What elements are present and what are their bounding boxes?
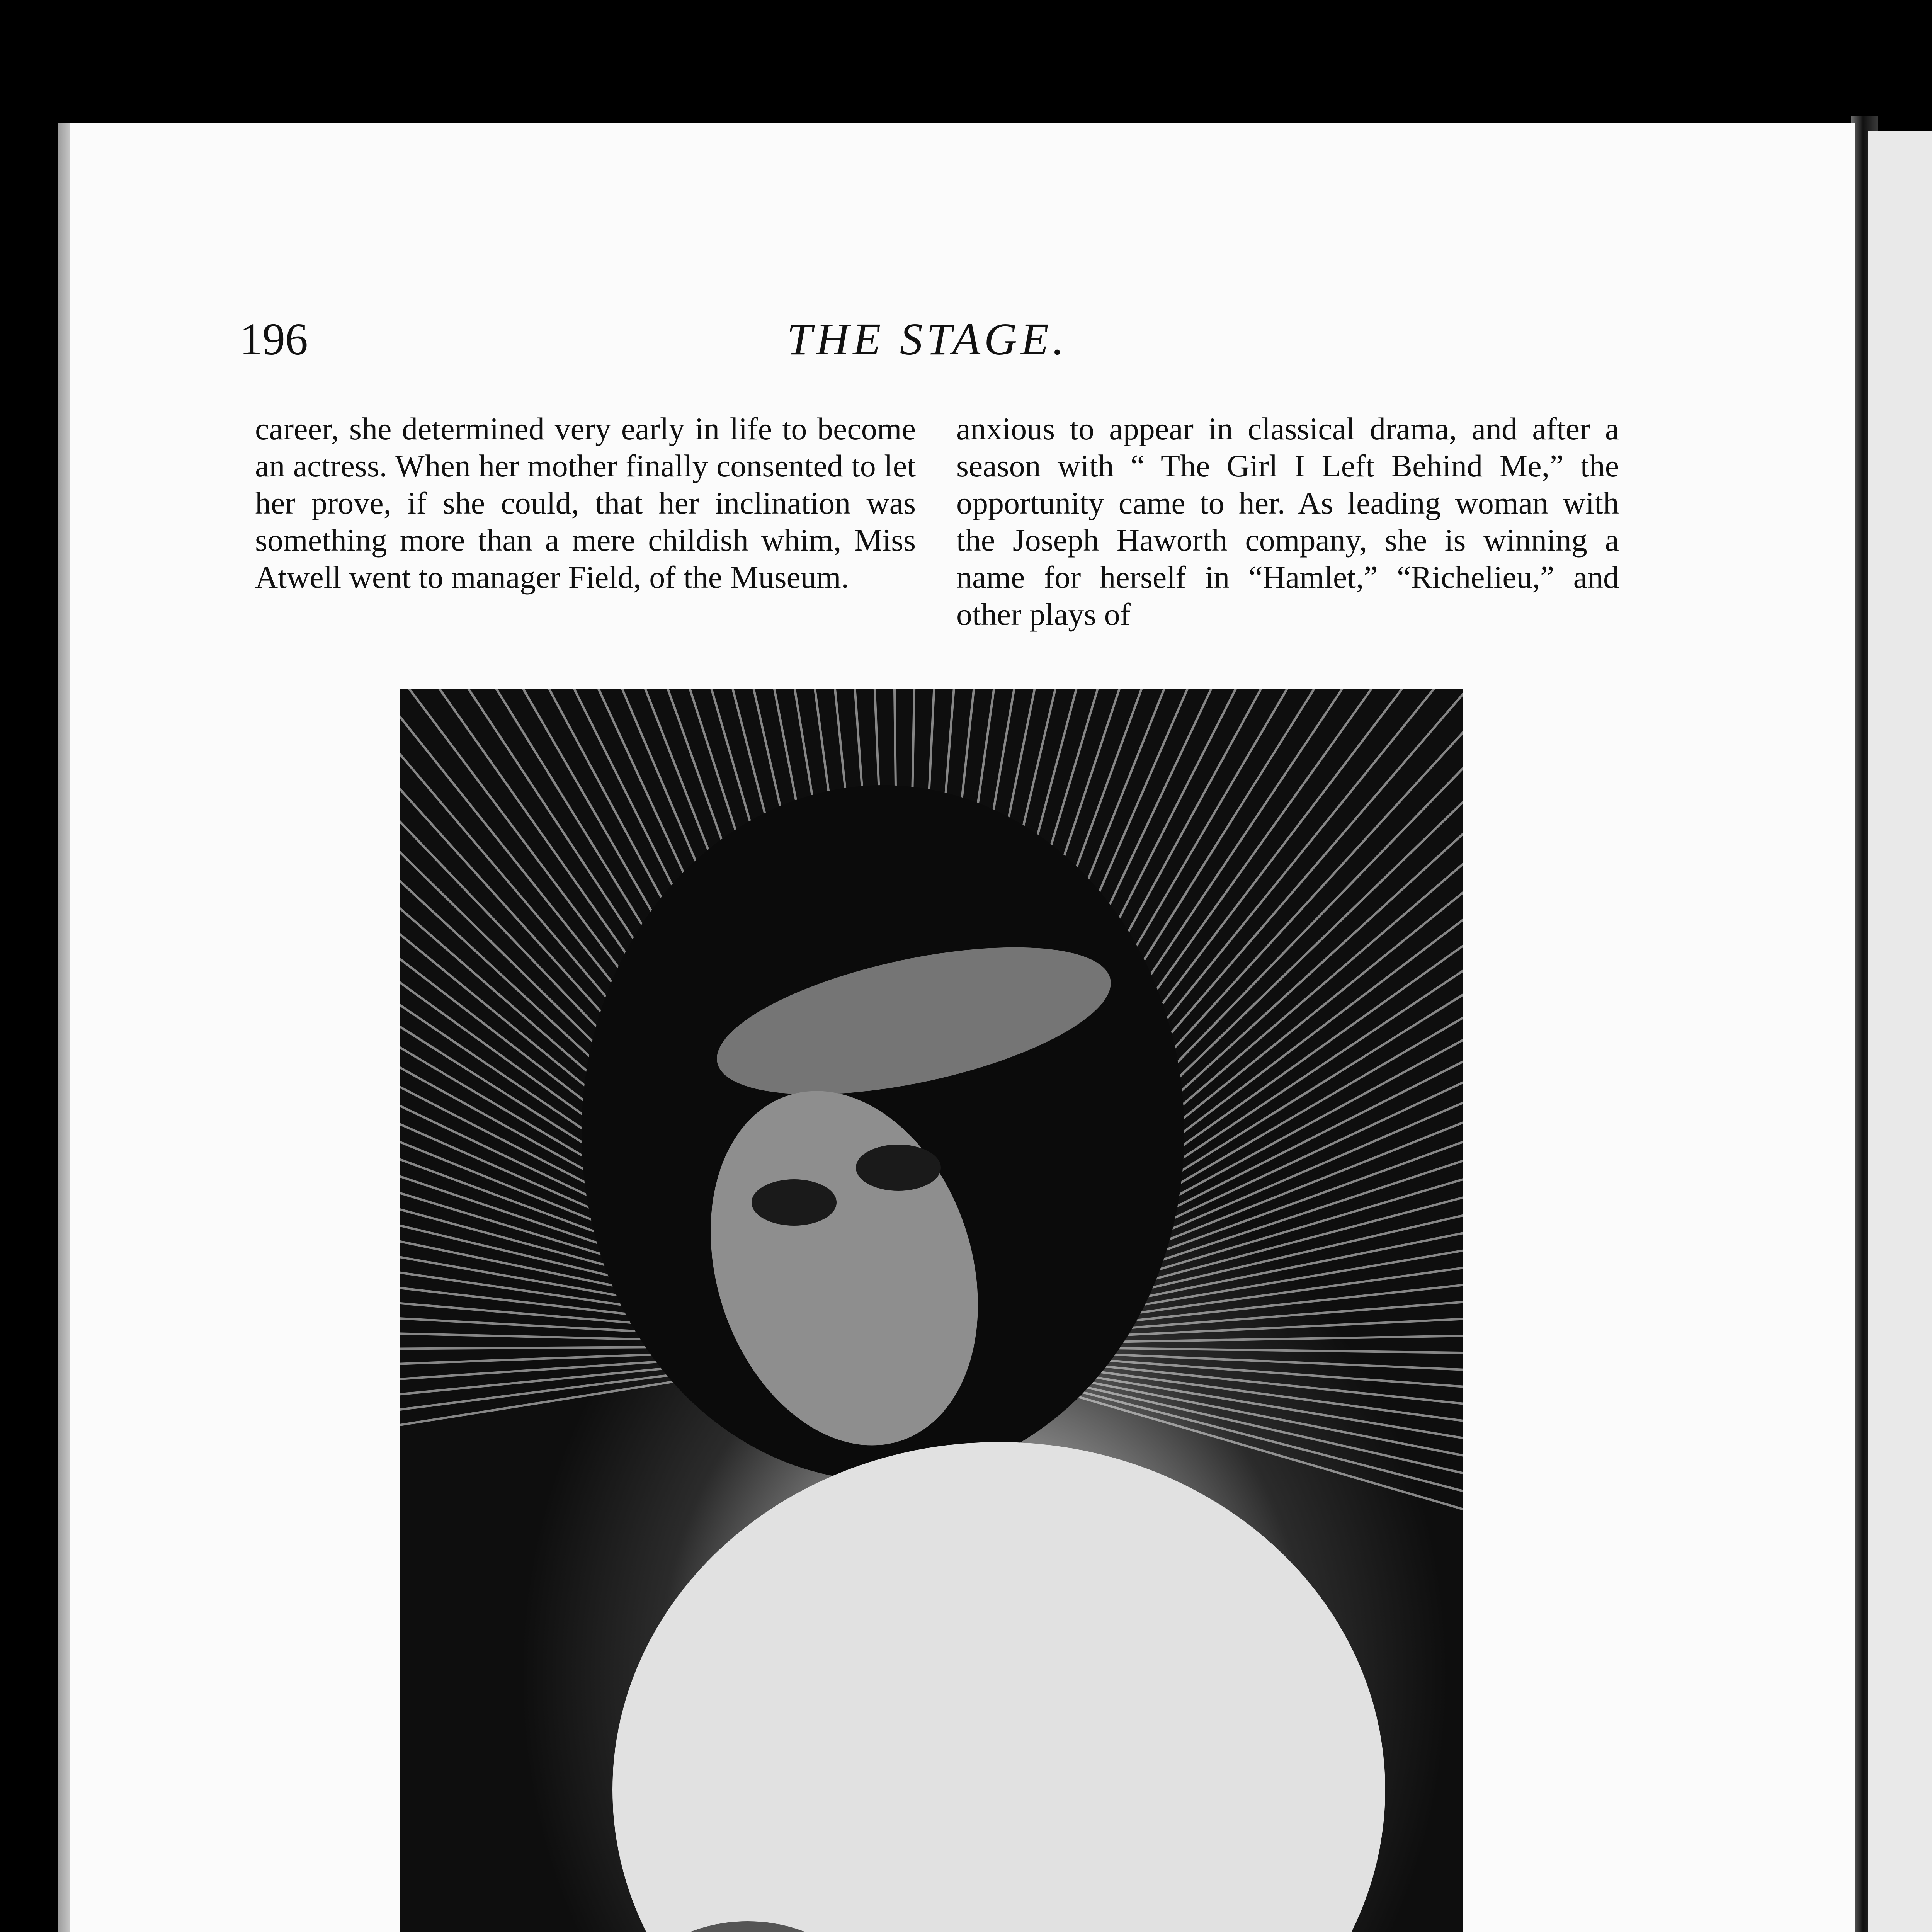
next-page-edge: [1868, 131, 1932, 1932]
shoulder-shape: [612, 1442, 1385, 1932]
page-number: 196: [240, 314, 308, 364]
eye-left-shape: [752, 1179, 837, 1226]
top-left-paragraph: career, she determined very early in life to become an actress. When her mother finally consented to let her prove, if she could, that her inclination was something more than a mere childish whim, Miss Atwell went to manager Field, of the Museum.: [255, 411, 916, 595]
running-title: THE STAGE.: [787, 314, 1068, 364]
portrait-photograph: [400, 689, 1463, 1932]
top-right-paragraph: anxious to appear in classical drama, and after a season with “ The Girl I Left Behind Me,” the opportunity came to her. As leading woman with the Joseph Haworth company, she is winning a name for herself in “Hamlet,” “Richelieu,” and other plays of: [956, 411, 1619, 632]
top-left-column: [255, 410, 916, 596]
eye-right-shape: [856, 1145, 941, 1191]
portrait-illustration: [400, 689, 1463, 1932]
top-right-column: [956, 410, 1619, 633]
